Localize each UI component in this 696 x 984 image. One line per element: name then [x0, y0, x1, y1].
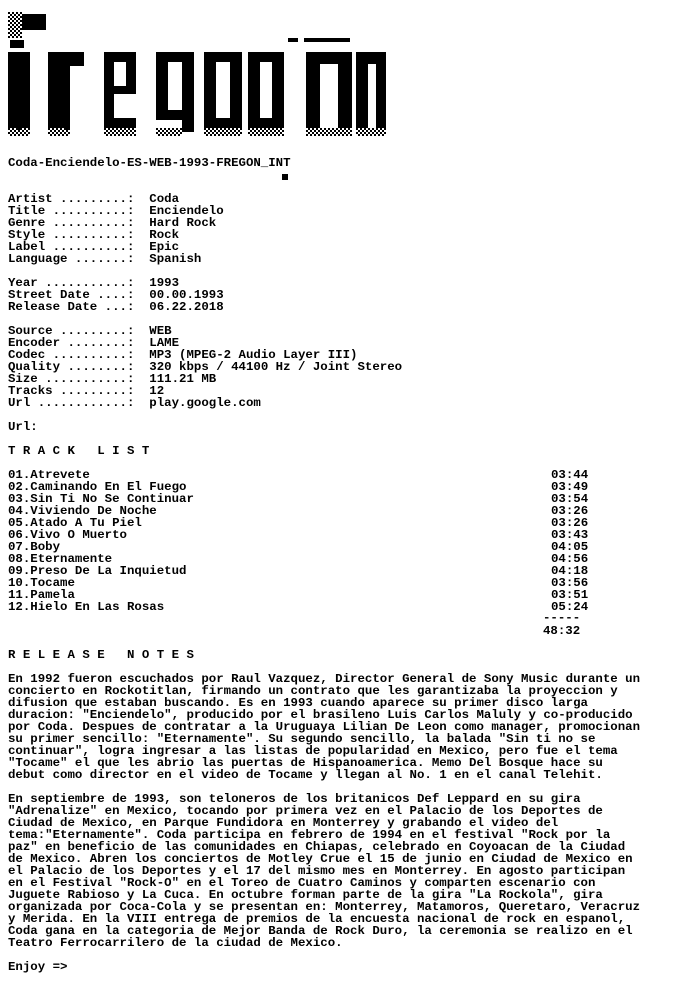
info-row: Source .........: WEB — [8, 324, 172, 338]
info-row: Year ...........: 1993 — [8, 276, 180, 290]
track-row: 03.Sin Ti No Se Continuar 03:54 — [8, 492, 589, 506]
info-row: Genre ..........: Hard Rock — [8, 216, 217, 230]
info-row: Encoder ........: LAME — [8, 336, 180, 350]
enjoy-text: Enjoy => — [8, 960, 68, 974]
release-name: Coda-Enciendelo-ES-WEB-1993-FREGON_INT — [8, 156, 291, 170]
info-row: Size ...........: 111.21 MB — [8, 372, 217, 386]
release-notes-paragraph: En 1992 fueron escuchados por Raul Vazquez, Director General de Sony Music durante un concierto en Rockotitlan, firmando un contrato que les garantizaba la proyeccion y difusion que estaban buscando. Es en 1993 cuando aparece su primer disco larga duracion: "Enciendelo", producido por el brasileno Luis Carlos Maluly y co-producido por Coda. Despues de contratar a la Uruguaya Lilian De Leon como manager, promocionan su primer sencillo: "Eternamente". Su segundo sencillo, la balada "Sin ti no se continuar", logra ingresar a las listas de popularidad en Mexico, pero fue el tema "Tocame" el que les abrio las puertas de Hispanoamerica. Memo Del Bosque hace su debut como director en el video de Tocame y llegan al No. 1 en el canal Telehit. — [8, 672, 641, 782]
info-row: Release Date ...: 06.22.2018 — [8, 300, 224, 314]
info-row: Label ..........: Epic — [8, 240, 180, 254]
url-label: Url: — [8, 420, 38, 434]
track-row: 12.Hielo En Las Rosas 05:24 — [8, 600, 589, 614]
info-row: Title ..........: Enciendelo — [8, 204, 224, 218]
track-row: 05.Atado A Tu Piel 03:26 — [8, 516, 589, 530]
info-row: Url ............: play.google.com — [8, 396, 261, 410]
info-row: Codec ..........: MP3 (MPEG-2 Audio Layer III) — [8, 348, 358, 362]
info-row: Language .......: Spanish — [8, 252, 202, 266]
info-row: Artist .........: Coda — [8, 192, 180, 206]
track-row: 08.Eternamente 04:56 — [8, 552, 589, 566]
tracklist-title: T R A C K L I S T — [8, 444, 150, 458]
track-row: 02.Caminando En El Fuego 03:49 — [8, 480, 589, 494]
info-row: Street Date ....: 00.00.1993 — [8, 288, 224, 302]
track-row: 06.Vivo O Muerto 03:43 — [8, 528, 589, 542]
track-row: 10.Tocame 03:56 — [8, 576, 589, 590]
track-row: 09.Preso De La Inquietud 04:18 — [8, 564, 589, 578]
notes-title: R E L E A S E N O T E S — [8, 648, 194, 662]
decorative-dot — [282, 174, 288, 180]
track-row: 01.Atrevete 03:44 — [8, 468, 589, 482]
info-row: Quality ........: 320 kbps / 44100 Hz / Joint Stereo — [8, 360, 403, 374]
track-row: 07.Boby 04:05 — [8, 540, 589, 554]
fregon-logo — [8, 12, 388, 136]
total-time: 48:32 — [543, 624, 581, 638]
track-row: 11.Pamela 03:51 — [8, 588, 589, 602]
info-row: Tracks .........: 12 — [8, 384, 165, 398]
total-rule: ----- — [543, 611, 581, 625]
release-notes-paragraph: En septiembre de 1993, son teloneros de los britanicos Def Leppard en su gira "Adrenalize" en Mexico, tocando por primera vez en el Palacio de los Deportes de Ciudad de Mexico, en Parque Fundidora en Monterrey y grabando el video del tema:"Eternamente". Coda participa en febrero de 1994 en el festival "Rock por la paz" en beneficio de las comunidades en Chiapas, celebrado en Coyoacan de la Ciudad de Mexico. Abren los conciertos de Motley Crue el 15 de junio en Ciudad de Mexico en el Palacio de los Deportes y el 17 del mismo mes en Monterrey. En agosto participan en el Festival "Rock-O" en el Toreo de Cuatro Caminos y comparten escenario con Juguete Rabioso y La Cuca. En octubre forman parte de la gira "La Rockola", gira organizada por Coca-Cola y se presentan en: Monterrey, Matamoros, Queretaro, Veracruz y Merida. En la VIII entrega de premios de la encuesta nacional de rock en espanol, Coda gana en la categoria de Mejor Banda de Rock Duro, la ceremonia se realizo en el Teatro Ferrocarrilero de la ciudad de Mexico. — [8, 792, 641, 950]
track-row: 04.Viviendo De Noche 03:26 — [8, 504, 589, 518]
info-row: Style ..........: Rock — [8, 228, 180, 242]
